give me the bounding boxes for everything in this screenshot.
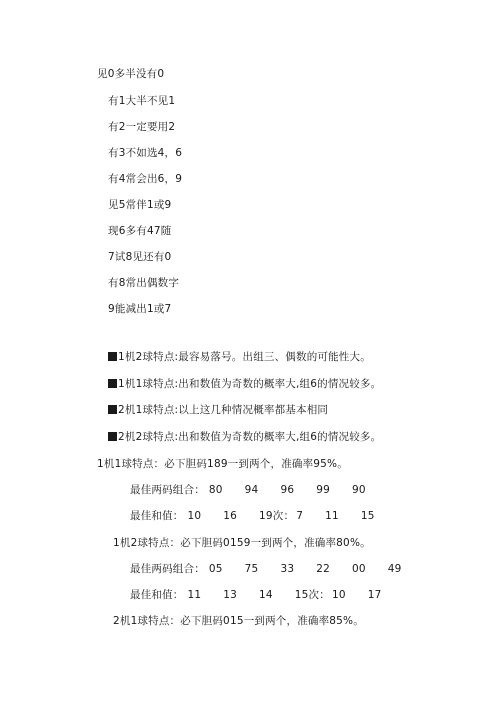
- feature-text: 1机2球特点:最容易落号。出组三、偶数的可能性大。: [118, 351, 371, 363]
- sum-value: 17: [367, 589, 382, 601]
- bullet-square-icon: [108, 405, 117, 414]
- feature-text: 2机1球特点:以上这几种情况概率都基本相同: [118, 404, 329, 416]
- sum-label: 最佳和值：: [130, 589, 184, 601]
- rule-line: 有2一定要用2: [108, 121, 176, 133]
- feature-text: 2机2球特点:出和数值为奇数的概率大,组6的情况较多。: [118, 431, 382, 443]
- combo-value: 96: [280, 484, 295, 496]
- rule-line: 有8常出偶数字: [108, 277, 180, 289]
- combo-label: 最佳两码组合：: [130, 563, 205, 575]
- sum-value: 11: [325, 510, 339, 522]
- combo-value: 75: [244, 563, 259, 575]
- combo-value: 05: [208, 563, 223, 575]
- combo-row: [130, 483, 366, 497]
- combo-value: 33: [280, 563, 295, 575]
- sum-value: 14: [259, 589, 273, 601]
- combo-value: 00: [351, 563, 366, 575]
- feature-text: 1机1球特点:出和数值为奇数的概率大,组6的情况较多。: [118, 378, 382, 390]
- sum-value: 16: [223, 510, 238, 522]
- sum-secondary-label: 19次：: [259, 510, 295, 522]
- bullet-square-icon: [108, 432, 117, 441]
- combo-value: 90: [351, 484, 366, 496]
- section-heading: 2机1球特点：必下胆码015一到两个，准确率85%。: [113, 615, 364, 627]
- rule-line: 7试8见还有0: [108, 251, 172, 263]
- rule-line: 见5常伴1或9: [108, 199, 172, 211]
- combo-value: 99: [316, 484, 330, 496]
- rule-line: 9能减出1或7: [108, 303, 172, 315]
- sum-value: 10: [187, 510, 202, 522]
- sum-value: 13: [223, 589, 238, 601]
- sum-value: 15: [360, 510, 375, 522]
- combo-value: 22: [316, 563, 330, 575]
- sum-label: 最佳和值：: [130, 510, 184, 522]
- feature-item: [108, 403, 328, 417]
- rule-line: 见0多半没有0: [97, 68, 165, 80]
- bullet-square-icon: [108, 352, 117, 361]
- rule-line: 有4常会出6，9: [108, 173, 183, 185]
- bullet-square-icon: [108, 379, 117, 388]
- feature-item: [108, 350, 371, 364]
- feature-item: [108, 430, 381, 444]
- sum-row: [130, 509, 375, 523]
- combo-value: 80: [208, 484, 223, 496]
- combo-row: [130, 562, 402, 576]
- combo-value: 49: [387, 563, 402, 575]
- sum-value: 11: [187, 589, 202, 601]
- feature-item: [108, 377, 381, 391]
- section-heading: 1机2球特点：必下胆码0159一到两个，准确率80%。: [113, 537, 371, 549]
- rule-line: 现6多有47随: [108, 225, 172, 237]
- combo-label: 最佳两码组合：: [130, 484, 205, 496]
- sum-value: 7: [296, 510, 304, 522]
- section-heading: 1机1球特点：必下胆码189一到两个，准确率95%。: [97, 458, 348, 470]
- rule-line: 有1大半不见1: [108, 95, 176, 107]
- combo-value: 94: [244, 484, 259, 496]
- sum-value: 10: [331, 589, 346, 601]
- rule-line: 有3不如选4，6: [108, 147, 183, 159]
- sum-row: [130, 588, 382, 602]
- sum-secondary-label: 15次：: [294, 589, 330, 601]
